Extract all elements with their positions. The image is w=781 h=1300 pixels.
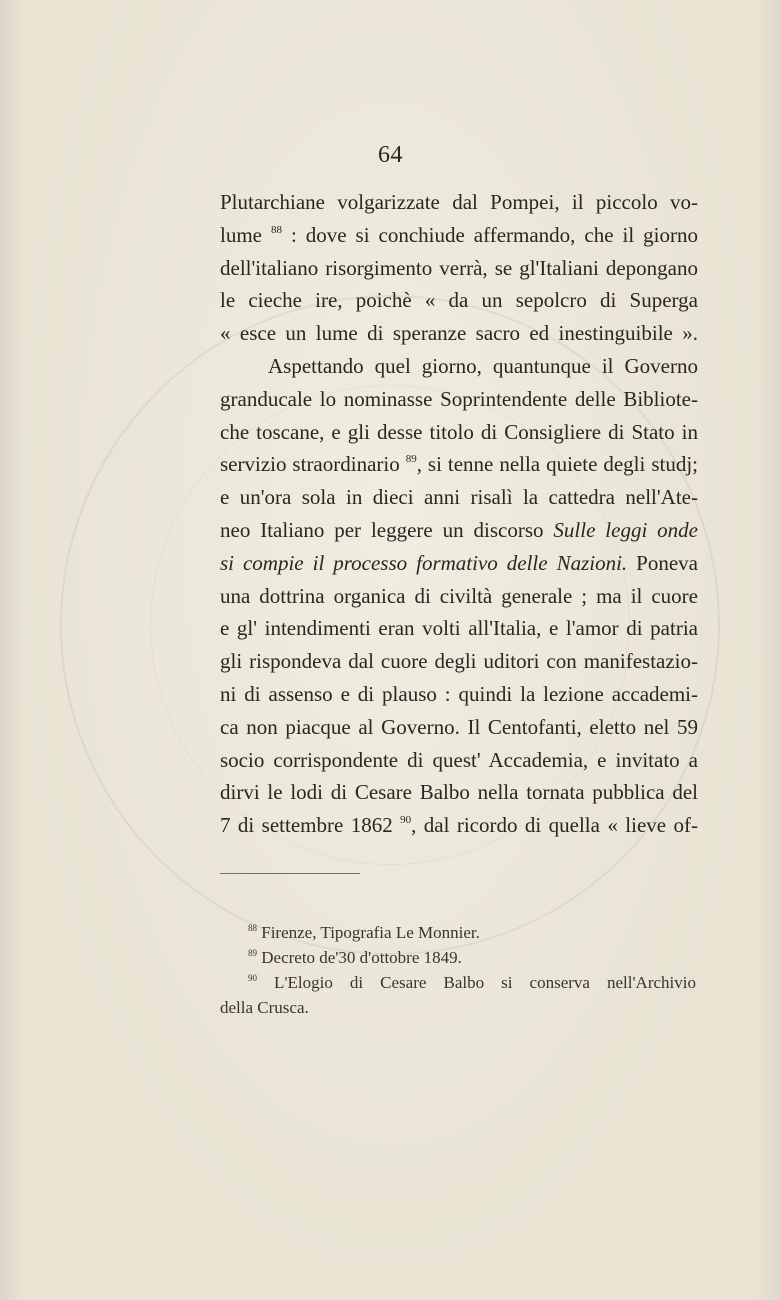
text-line: una dottrina organica di civiltà generale ; ma il cuore [220,583,698,608]
footnote-ref: 90 [400,814,412,827]
footnote-88: $^{88}$ Firenze, Tipografia Le Monnier. [248,923,480,942]
footnotes [220,920,696,1020]
footnote-89: $^{89}$ Decreto de'30 d'ottobre 1849. [248,948,462,967]
footnote-separator [220,873,360,874]
text-line: Aspettando quel giorno, quantunque il Governo [268,353,698,378]
text-line: che toscane, e gli desse titolo di Consigliere di Stato in [220,419,698,444]
footnote-90-continued: della Crusca. [220,998,309,1017]
footnote-ref: 89 [405,453,417,466]
text-line: si compie il processo formativo delle Nazioni. Poneva [220,550,698,575]
text-line: le cieche ire, poichè « da un sepolcro di Superga [220,288,698,313]
footnote-mark: 89 [248,948,257,958]
text-line: 7 di settembre 1862 $^{90}$, dal ricordo di quella « lieve of- [220,813,698,838]
footnote-mark: 90 [248,973,257,983]
text-line: gli rispondeva dal cuore degli uditori con manifestazio- [220,649,698,674]
text-line: « esce un lume di speranze sacro ed inestinguibile ». [220,321,698,346]
footnote-ref: 88 [270,223,282,236]
text-line: dirvi le lodi di Cesare Balbo nella tornata pubblica del [220,780,698,805]
text-line: neo Italiano per leggere un discorso Sulle leggi onde [220,517,698,542]
footnote-90: $^{90}$ L'Elogio di Cesare Balbo si conserva nell'Archivio [248,973,696,992]
footnote-mark: 88 [248,923,257,933]
text-line: Plutarchiane volgarizzate dal Pompei, il piccolo vo- [220,190,698,214]
body-text [220,186,698,842]
italic-title: Sulle leggi onde [553,517,698,542]
text-line: e gl' intendimenti eran volti all'Italia, e l'amor di patria [220,616,698,641]
italic-title: si compie il processo formativo delle Nazioni. [220,550,628,575]
text-line: servizio straordinario $^{89}$, si tenne nella quiete degli studj; [220,452,698,477]
text-line: granducale lo nominasse Soprintendente delle Bibliote- [220,386,698,411]
text-line: lume $^{88}$ : dove si conchiude affermando, che il giorno [220,222,698,247]
page-number: 64 [378,142,403,168]
text-line: e un'ora sola in dieci anni risalì la cattedra nell'Ate- [220,485,698,510]
text-line: dell'italiano risorgimento verrà, se gl'Italiani depongano [220,255,698,280]
text-line: ni di assenso e di plauso : quindi la lezione accademi- [220,681,698,706]
text-line: socio corrispondente di quest' Accademia, e invitato a [220,747,698,772]
text-line: ca non piacque al Governo. Il Centofanti, eletto nel 59 [220,714,698,739]
